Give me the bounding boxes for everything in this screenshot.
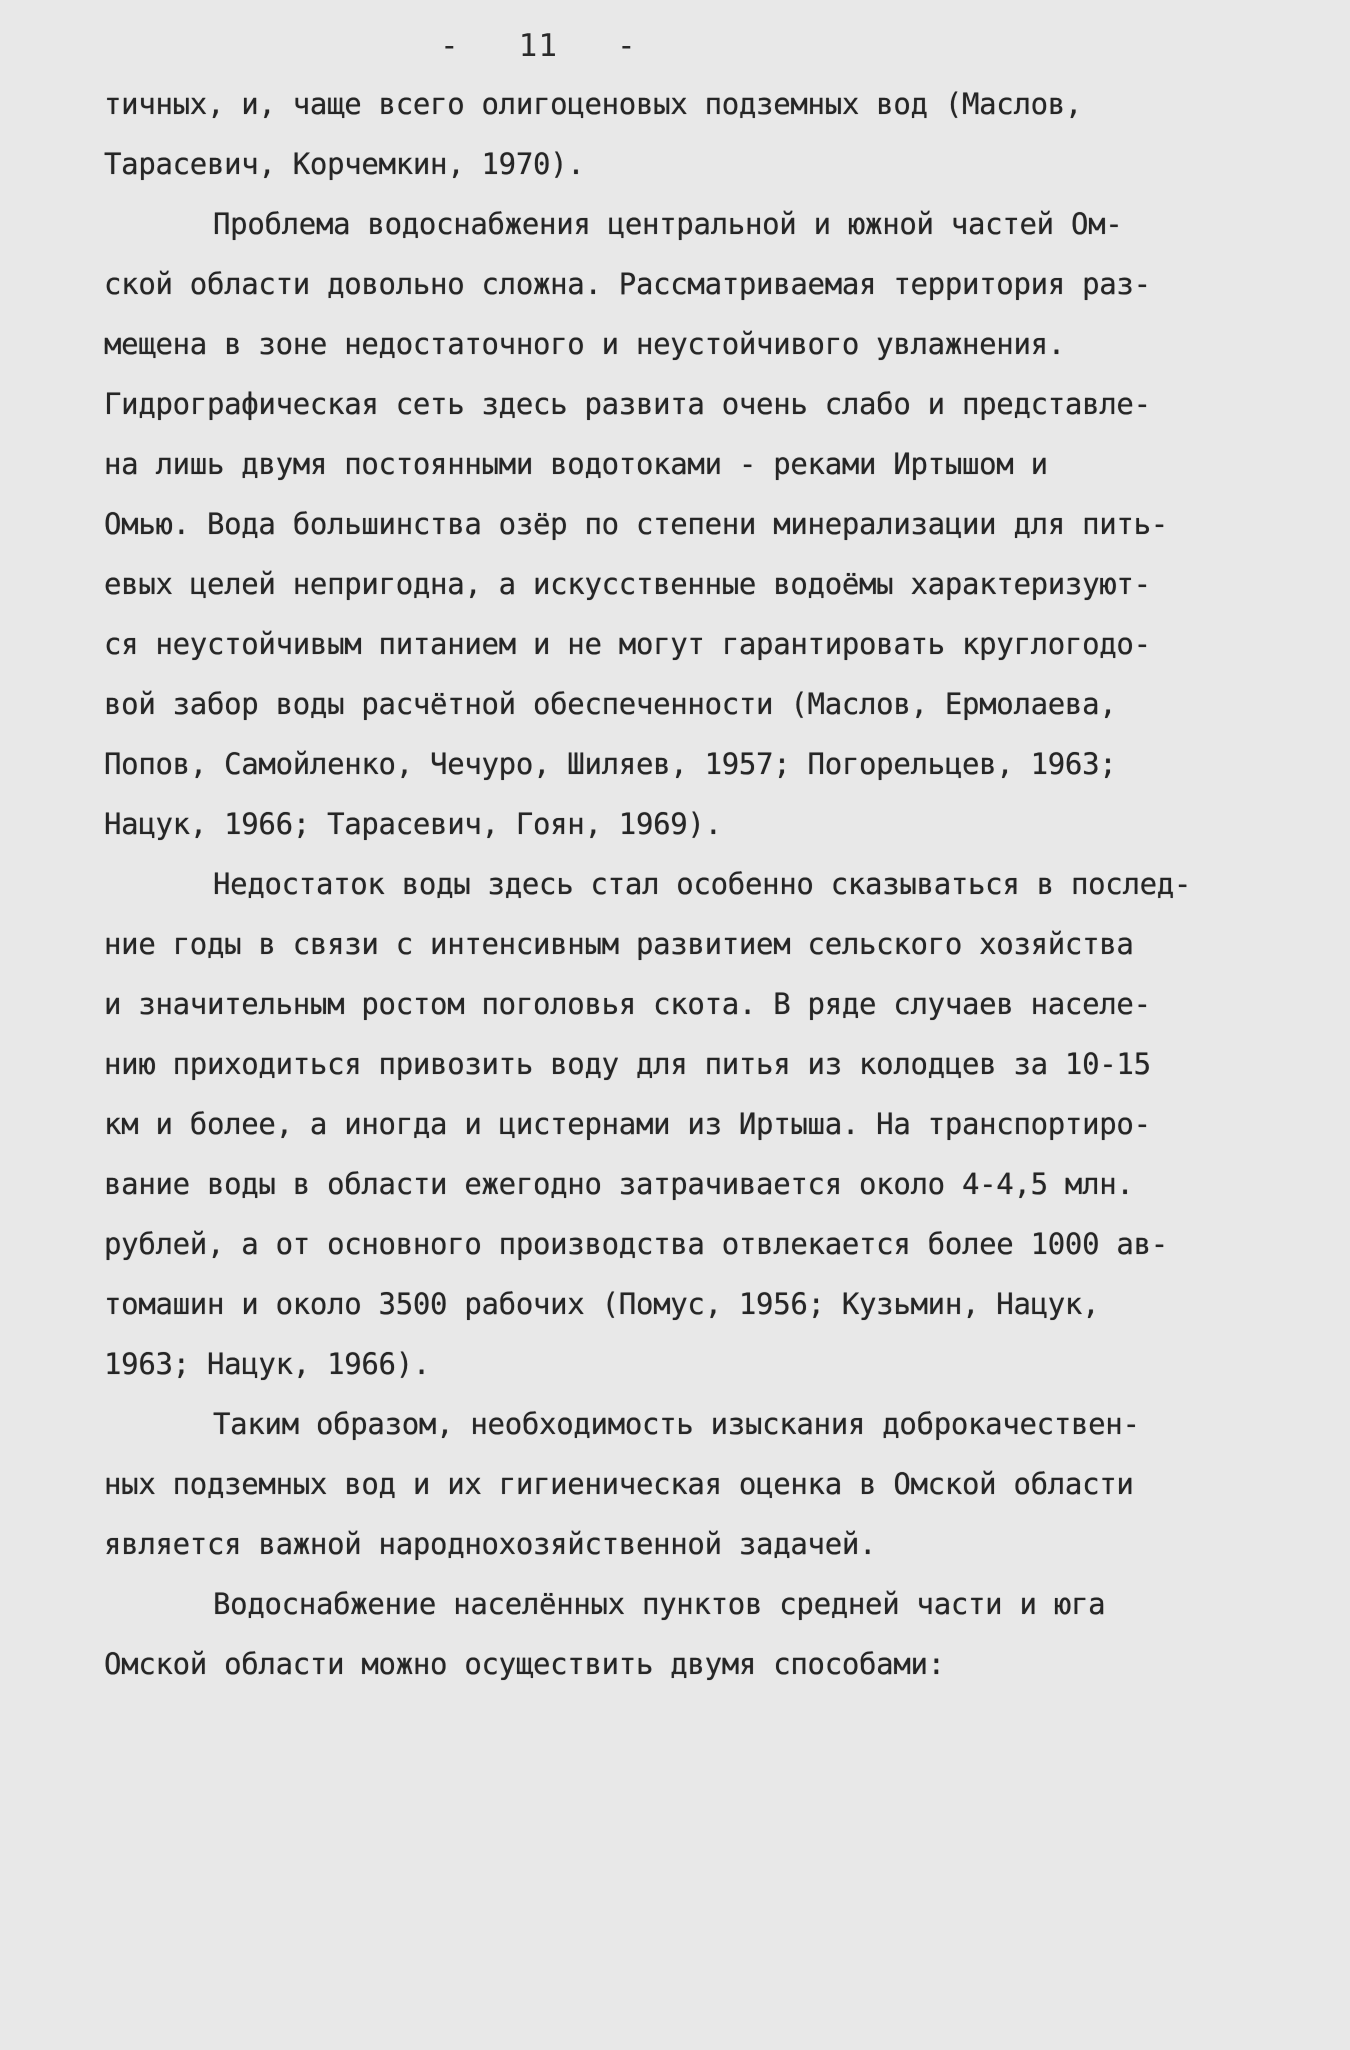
- text-line: Водоснабжение населённых пунктов средней части и юга: [213, 1587, 1106, 1621]
- text-line: 1963; Нацук, 1966).: [104, 1347, 431, 1381]
- text-line: ных подземных вод и их гигиеническая оценка в Омской области: [104, 1467, 1134, 1501]
- text-line: Омской области можно осуществить двумя способами:: [104, 1647, 945, 1681]
- text-line: рублей, а от основного производства отвлекается более 1000 ав-: [104, 1227, 1168, 1261]
- text-line: Омью. Вода большинства озёр по степени минерализации для пить-: [104, 507, 1168, 541]
- text-line: ся неустойчивым питанием и не могут гарантировать круглогодо-: [104, 627, 1151, 661]
- text-line: Попов, Самойленко, Чечуро, Шиляев, 1957; Погорельцев, 1963;: [104, 747, 1117, 781]
- text-line: вой забор воды расчётной обеспеченности (Маслов, Ермолаева,: [104, 687, 1117, 721]
- text-line: км и более, а иногда и цистернами из Иртыша. На транспортиро-: [104, 1107, 1151, 1141]
- text-line: Нацук, 1966; Тарасевич, Гоян, 1969).: [104, 807, 722, 841]
- text-line: тичных, и, чаще всего олигоценовых подземных вод (Маслов,: [104, 87, 1083, 121]
- text-line: Тарасевич, Корчемкин, 1970).: [104, 147, 585, 181]
- page-number: - 11 -: [440, 28, 637, 64]
- text-line: евых целей непригодна, а искусственные водоёмы характеризуют-: [104, 567, 1151, 601]
- text-line: является важной народнохозяйственной задачей.: [104, 1527, 877, 1561]
- text-line: Проблема водоснабжения центральной и южной частей Ом-: [213, 207, 1123, 241]
- text-line: томашин и около 3500 рабочих (Помус, 1956; Кузьмин, Нацук,: [104, 1287, 1100, 1321]
- text-line: мещена в зоне недостаточного и неустойчивого увлажнения.: [104, 327, 1065, 361]
- text-line: вание воды в области ежегодно затрачивается около 4-4,5 млн.: [104, 1167, 1134, 1201]
- text-line: на лишь двумя постоянными водотоками - реками Иртышом и: [104, 447, 1048, 481]
- text-line: Таким образом, необходимость изыскания доброкачествен-: [213, 1407, 1140, 1441]
- text-line: ние годы в связи с интенсивным развитием сельского хозяйства: [104, 927, 1134, 961]
- text-line: нию приходиться привозить воду для питья из колодцев за 10-15: [104, 1047, 1151, 1081]
- text-line: Гидрографическая сеть здесь развита очень слабо и представле-: [104, 387, 1151, 421]
- text-line: Недостаток воды здесь стал особенно сказываться в послед-: [213, 867, 1192, 901]
- text-line: ской области довольно сложна. Рассматриваемая территория раз-: [104, 267, 1151, 301]
- text-line: и значительным ростом поголовья скота. В ряде случаев населе-: [104, 987, 1151, 1021]
